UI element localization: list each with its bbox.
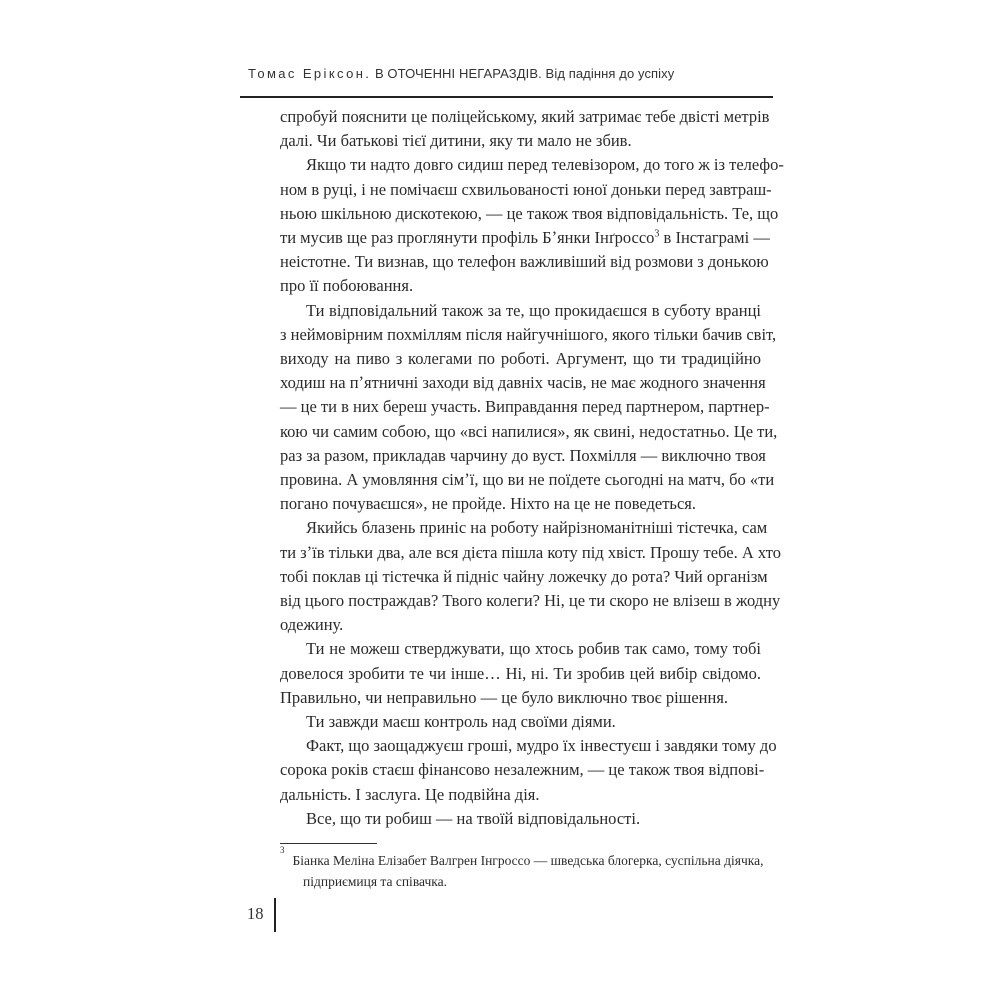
body-line-text: ти зʼїв тільки два, але вся дієта пішла коту під хвіст. Прошу тебе. А хто	[280, 542, 781, 562]
running-head-author: Томас Ерiксон.	[248, 66, 372, 81]
body-line-text: погано почуваєшся», не пройде. Ніхто на це не поведеться.	[280, 494, 696, 514]
body-line-text: одежину.	[280, 615, 344, 635]
body-line	[280, 250, 769, 274]
body-line-text: спробуй пояснити це поліцейському, який затримає тебе двісті метрів	[280, 107, 770, 126]
footnote-rule	[280, 843, 377, 844]
body-line-text: далі. Чи батькові тієї дитини, яку ти мало не збив.	[280, 131, 632, 151]
body-line	[280, 516, 768, 540]
footnote-line	[280, 845, 764, 871]
body-line	[280, 492, 761, 516]
body-line-text: Все, що ти робиш — на твоїй відповідальності.	[306, 808, 641, 828]
body-line	[280, 323, 777, 347]
body-line	[280, 153, 784, 177]
body-line	[280, 565, 768, 589]
body-line-text: сорока років стаєш фінансово незалежним, — це також твоя відпові-	[280, 760, 765, 780]
body-line-text: неістотне. Ти визнав, що телефон важливіший від розмови з донькою	[280, 252, 769, 272]
footnote-text-line2: підприємиця та співачка.	[303, 874, 447, 889]
body-line	[280, 129, 761, 153]
body-text	[280, 105, 784, 831]
body-line	[280, 444, 766, 468]
body-line-text: ном в руці, і не помічаєш схвильованості юної доньки перед завтраш-	[280, 179, 772, 199]
body-line-text: з неймовірним похміллям після найгучнішого, якого тільки бачив світ,	[280, 324, 777, 344]
body-line	[280, 613, 761, 637]
body-line-text: Ти відповідальний також за те, що прокидаєшся в суботу вранці	[306, 300, 761, 320]
body-line-text: Якийсь блазень приніс на роботу найрізноманітніші тістечка, сам	[306, 518, 768, 538]
body-line	[280, 347, 761, 371]
body-line	[280, 178, 772, 202]
body-line	[280, 710, 761, 734]
body-line	[280, 589, 781, 613]
body-line	[280, 686, 761, 710]
body-line	[280, 395, 770, 419]
footnote-mark: 3	[280, 845, 285, 855]
body-line	[280, 202, 779, 226]
body-line-text: — це ти в них береш участь. Виправдання перед партнером, партнер-	[280, 397, 770, 417]
body-line	[280, 299, 761, 323]
body-line	[280, 371, 766, 395]
body-line-text: раз за разом, прикладав чарчину до вуст. Похмілля — виключно твоя	[280, 445, 766, 465]
body-line	[280, 783, 761, 807]
body-line	[280, 468, 775, 492]
body-line-text: провина. А умовляння сімʼї, що ви не поїдете сьогодні на матч, бо «ти	[280, 470, 775, 490]
header-rule	[240, 96, 773, 98]
body-line-text: ходиш на пʼятничні заходи від давніх часів, не має жодного значення	[280, 373, 766, 393]
body-line-text: ньою шкільною дискотекою, — це також твоя відповідальність. Те, що	[280, 203, 779, 223]
body-line	[280, 662, 761, 686]
body-line	[280, 637, 761, 661]
body-line-text: дальність. І заслуга. Це подвійна дія.	[280, 784, 540, 804]
footnote-reference: 3	[654, 228, 660, 240]
body-line-text: від цього постраждав? Твого колеги? Ні, це ти скоро не влізеш в жодну	[280, 591, 781, 611]
body-line-text-after: в Інстаграмі —	[659, 228, 770, 248]
body-line	[280, 105, 770, 129]
body-line-text: ти мусив ще раз проглянути профіль Бʼянки Інґроссо	[280, 228, 655, 248]
page-number-rule	[274, 898, 276, 932]
running-head	[248, 66, 674, 81]
body-line-text: Правильно, чи неправильно — це було виключно твоє рішення.	[280, 687, 729, 707]
running-head-title: В ОТОЧЕННІ НЕГАРАЗДІВ. Від падіння до успіху	[374, 66, 675, 81]
body-line	[280, 734, 777, 758]
body-line-text: тобі поклав ці тістечка й підніс чайну ложечку до рота? Чий організм	[280, 566, 768, 586]
body-line-text: Факт, що заощаджуєш гроші, мудро їх інвестуєш і завдяки тому до	[306, 736, 777, 756]
body-line-text: довелося зробити те чи інше… Ні, ні. Ти зробив цей вибір свідомо.	[280, 663, 761, 683]
footnote-text-line1: Біанка Меліна Елізабет Валгрен Інгроссо — шведська блогерка, суспільна діячка,	[292, 853, 764, 868]
body-line	[280, 807, 761, 831]
body-line	[280, 226, 770, 250]
body-line	[280, 758, 765, 782]
body-line-text: Ти завжди маєш контроль над своїми діями.	[306, 712, 616, 732]
body-line-text: про її побоювання.	[280, 276, 414, 296]
body-line	[280, 541, 781, 565]
body-line-text: виходу на пиво з колегами по роботі. Аргумент, що ти традиційно	[280, 349, 761, 369]
body-line-text: кою чи самим собою, що «всі напилися», як свині, недостатньо. Це ти,	[280, 421, 778, 441]
body-line	[280, 420, 778, 444]
body-line	[280, 274, 761, 298]
footnote	[280, 845, 764, 892]
body-line-text: Якщо ти надто довго сидиш перед телевізором, до того ж із телефо-	[306, 155, 784, 175]
page-number: 18	[247, 904, 264, 923]
body-line-text: Ти не можеш стверджувати, що хтось робив так само, тому тобі	[306, 639, 761, 659]
